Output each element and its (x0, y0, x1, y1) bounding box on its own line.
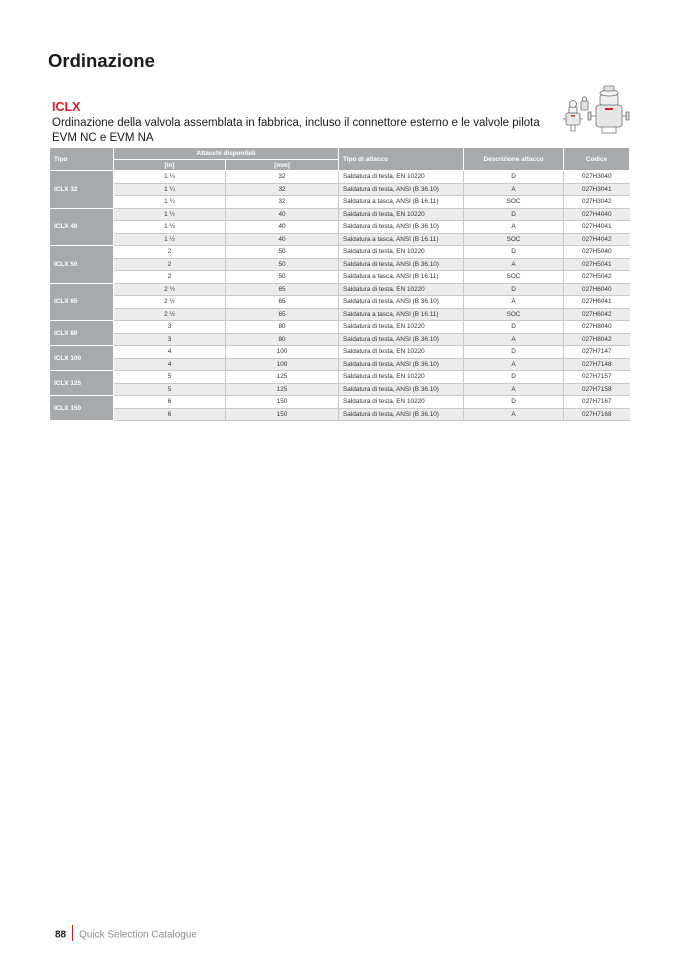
cell-codice: 027H6041 (564, 296, 630, 309)
page-title: Ordinazione (48, 50, 155, 71)
cell-codice: 027H5042 (564, 271, 630, 284)
valve-product-image (562, 83, 632, 138)
cell-in: 2 ½ (114, 308, 226, 321)
cell-tipo: ICLX 40 (50, 208, 114, 246)
table-row (50, 271, 630, 284)
table-row (50, 283, 630, 296)
table-row (50, 171, 630, 184)
cell-descrizione: A (464, 221, 564, 234)
cell-in: 6 (114, 396, 226, 409)
cell-mm: 65 (226, 308, 339, 321)
header-codice: Codice (564, 148, 630, 171)
cell-descrizione: A (464, 333, 564, 346)
cell-mm: 32 (226, 196, 339, 209)
cell-descrizione: SOC (464, 233, 564, 246)
cell-mm: 65 (226, 296, 339, 309)
cell-tipo: ICLX 32 (50, 171, 114, 209)
cell-tipo-attacco: Saldatura a tasca, ANSI (B 16.11) (339, 196, 464, 209)
cell-descrizione: D (464, 371, 564, 384)
cell-tipo-attacco: Saldatura di testa, EN 10220 (339, 283, 464, 296)
footer-divider (72, 925, 73, 941)
cell-mm: 40 (226, 208, 339, 221)
page-footer (55, 929, 197, 941)
cell-descrizione: SOC (464, 271, 564, 284)
cell-tipo-attacco: Saldatura a tasca, ANSI (B 16.11) (339, 233, 464, 246)
cell-mm: 65 (226, 283, 339, 296)
table-row (50, 308, 630, 321)
cell-descrizione: D (464, 208, 564, 221)
table-row (50, 358, 630, 371)
cell-mm: 32 (226, 171, 339, 184)
cell-tipo: ICLX 50 (50, 246, 114, 284)
cell-tipo-attacco: Saldatura di testa, EN 10220 (339, 246, 464, 259)
cell-descrizione: D (464, 171, 564, 184)
table-row (50, 371, 630, 384)
cell-in: 1 ¼ (114, 183, 226, 196)
cell-codice: 027H7168 (564, 408, 630, 421)
cell-mm: 80 (226, 333, 339, 346)
cell-tipo-attacco: Saldatura di testa, EN 10220 (339, 171, 464, 184)
cell-tipo-attacco: Saldatura di testa, EN 10220 (339, 396, 464, 409)
cell-codice: 027H6040 (564, 283, 630, 296)
cell-tipo-attacco: Saldatura a tasca, ANSI (B 16.11) (339, 271, 464, 284)
cell-in: 1 ½ (114, 233, 226, 246)
table-row (50, 346, 630, 359)
cell-tipo-attacco: Saldatura di testa, EN 10220 (339, 208, 464, 221)
cell-descrizione: A (464, 358, 564, 371)
cell-codice: 027H7157 (564, 371, 630, 384)
cell-in: 1 ½ (114, 208, 226, 221)
order-table (49, 147, 630, 421)
cell-codice: 027H8040 (564, 321, 630, 334)
cell-in: 5 (114, 383, 226, 396)
cell-mm: 80 (226, 321, 339, 334)
cell-tipo-attacco: Saldatura di testa, ANSI (B 36.10) (339, 383, 464, 396)
cell-descrizione: SOC (464, 308, 564, 321)
cell-in: 4 (114, 358, 226, 371)
cell-in: 2 ½ (114, 283, 226, 296)
cell-in: 2 ½ (114, 296, 226, 309)
table-row (50, 208, 630, 221)
cell-in: 2 (114, 258, 226, 271)
cell-in: 5 (114, 371, 226, 384)
cell-descrizione: D (464, 396, 564, 409)
cell-codice: 027H3042 (564, 196, 630, 209)
table-row (50, 321, 630, 334)
cell-in: 3 (114, 321, 226, 334)
cell-tipo-attacco: Saldatura di testa, ANSI (B 36.10) (339, 408, 464, 421)
cell-codice: 027H6042 (564, 308, 630, 321)
table-row (50, 383, 630, 396)
cell-mm: 40 (226, 221, 339, 234)
cell-tipo-attacco: Saldatura di testa, ANSI (B 36.10) (339, 296, 464, 309)
cell-descrizione: A (464, 296, 564, 309)
cell-descrizione: D (464, 321, 564, 334)
header-attacchi-disponibili: Attacchi disponibili (114, 148, 339, 160)
cell-in: 6 (114, 408, 226, 421)
cell-mm: 125 (226, 383, 339, 396)
cell-tipo-attacco: Saldatura di testa, EN 10220 (339, 321, 464, 334)
cell-in: 2 (114, 246, 226, 259)
cell-tipo: ICLX 100 (50, 346, 114, 371)
cell-codice: 027H7147 (564, 346, 630, 359)
cell-in: 4 (114, 346, 226, 359)
cell-descrizione: SOC (464, 196, 564, 209)
cell-descrizione: D (464, 346, 564, 359)
cell-tipo: ICLX 150 (50, 396, 114, 421)
cell-mm: 150 (226, 396, 339, 409)
cell-tipo-attacco: Saldatura di testa, EN 10220 (339, 346, 464, 359)
table-row (50, 233, 630, 246)
table-row (50, 183, 630, 196)
section-label: ICLX (52, 100, 81, 114)
cell-in: 1 ¼ (114, 196, 226, 209)
cell-tipo-attacco: Saldatura di testa, ANSI (B 36.10) (339, 258, 464, 271)
cell-descrizione: D (464, 246, 564, 259)
cell-in: 3 (114, 333, 226, 346)
table-row (50, 296, 630, 309)
table-row (50, 196, 630, 209)
cell-tipo: ICLX 125 (50, 371, 114, 396)
cell-descrizione: D (464, 283, 564, 296)
cell-in: 2 (114, 271, 226, 284)
cell-tipo-attacco: Saldatura di testa, ANSI (B 36.10) (339, 221, 464, 234)
header-tipo-attacco: Tipo di attacco (339, 148, 464, 171)
cell-mm: 150 (226, 408, 339, 421)
table-row (50, 246, 630, 259)
cell-mm: 32 (226, 183, 339, 196)
header-mm: [mm] (226, 160, 339, 171)
table-row (50, 408, 630, 421)
cell-codice: 027H7158 (564, 383, 630, 396)
cell-in: 1 ½ (114, 221, 226, 234)
cell-codice: 027H4042 (564, 233, 630, 246)
cell-codice: 027H4041 (564, 221, 630, 234)
cell-codice: 027H8042 (564, 333, 630, 346)
cell-mm: 50 (226, 271, 339, 284)
cell-tipo: ICLX 65 (50, 283, 114, 321)
order-table-body (50, 171, 630, 421)
cell-in: 1 ¼ (114, 171, 226, 184)
cell-codice: 027H3041 (564, 183, 630, 196)
cell-tipo-attacco: Saldatura a tasca, ANSI (B 16.11) (339, 308, 464, 321)
cell-tipo-attacco: Saldatura di testa, EN 10220 (339, 371, 464, 384)
cell-tipo-attacco: Saldatura di testa, ANSI (B 36.10) (339, 183, 464, 196)
table-row (50, 396, 630, 409)
cell-codice: 027H5040 (564, 246, 630, 259)
header-tipo: Tipo (50, 148, 114, 171)
table-row (50, 333, 630, 346)
cell-mm: 100 (226, 358, 339, 371)
cell-mm: 100 (226, 346, 339, 359)
cell-codice: 027H5041 (564, 258, 630, 271)
cell-mm: 40 (226, 233, 339, 246)
cell-descrizione: A (464, 383, 564, 396)
cell-mm: 50 (226, 246, 339, 259)
cell-descrizione: A (464, 258, 564, 271)
header-in: [in] (114, 160, 226, 171)
cell-mm: 50 (226, 258, 339, 271)
cell-tipo-attacco: Saldatura di testa, ANSI (B 36.10) (339, 358, 464, 371)
cell-descrizione: A (464, 408, 564, 421)
cell-codice: 027H4040 (564, 208, 630, 221)
footer-catalogue-title: Quick Selection Catalogue (79, 929, 197, 941)
cell-descrizione: A (464, 183, 564, 196)
table-row (50, 221, 630, 234)
cell-codice: 027H7167 (564, 396, 630, 409)
cell-codice: 027H7148 (564, 358, 630, 371)
cell-tipo: ICLX 80 (50, 321, 114, 346)
table-row (50, 258, 630, 271)
cell-codice: 027H3040 (564, 171, 630, 184)
page-number: 88 (55, 929, 67, 941)
cell-tipo-attacco: Saldatura di testa, ANSI (B 36.10) (339, 333, 464, 346)
header-descrizione-attacco: Descrizione attacco (464, 148, 564, 171)
section-subtitle: Ordinazione della valvola assemblata in fabbrica, incluso il connettore esterno e le valvole pilota EVM NC e EVM NA (52, 117, 540, 144)
cell-mm: 125 (226, 371, 339, 384)
